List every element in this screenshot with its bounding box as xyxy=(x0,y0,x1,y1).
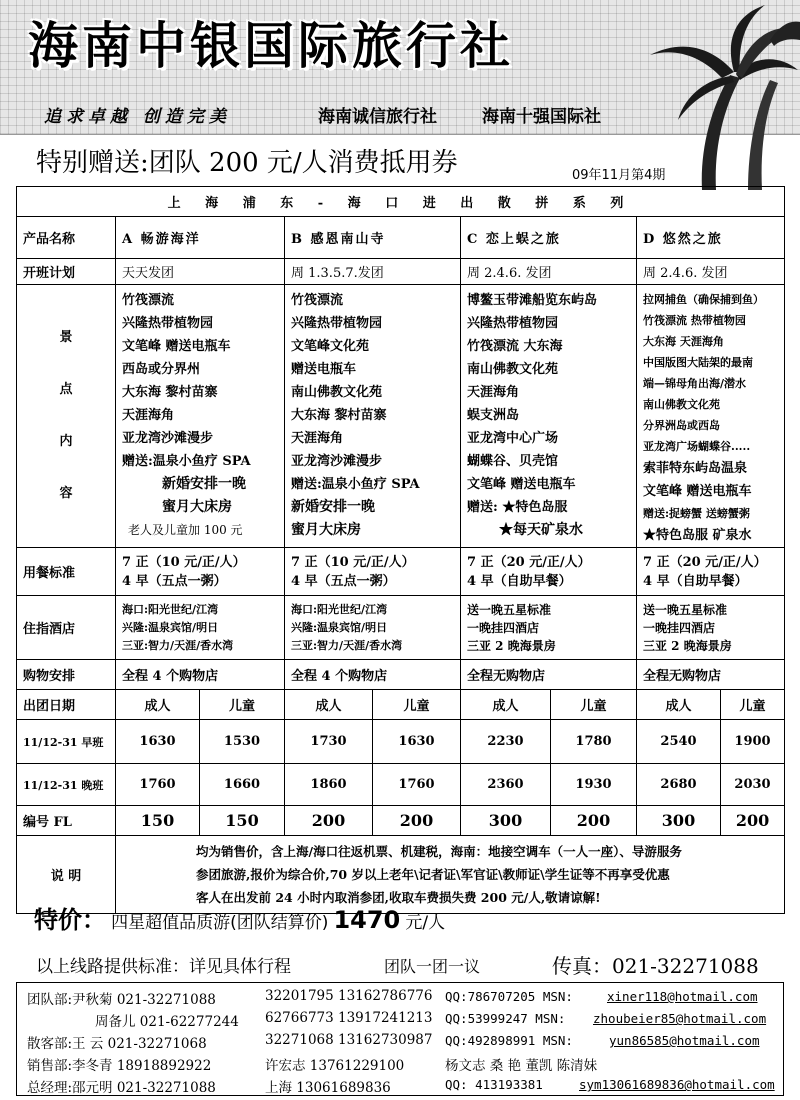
scenic-item: ★特色岛服 矿泉水 xyxy=(643,528,752,543)
code-cell: 200 xyxy=(721,806,785,836)
scenic-item: 天涯海角 xyxy=(291,431,344,446)
code-cell: 150 xyxy=(200,806,285,836)
row-label: 产品名称 xyxy=(17,217,116,259)
special-desc: 四星超值品质游(团队结算价) xyxy=(111,913,329,933)
scenic-item: 文笔峰 赠送电瓶车 xyxy=(643,484,752,499)
child-header: 儿童 xyxy=(200,690,285,720)
contact-phone: 62766773 13917241213 xyxy=(265,1010,433,1026)
price-cell: 2030 xyxy=(721,764,785,806)
hotel-line: 三亚:智力/天涯/香水湾 xyxy=(122,638,234,652)
scenic-item: 蜈支洲岛 xyxy=(467,408,520,423)
scenic-item: 蜜月大床房 xyxy=(291,522,361,538)
hotel-line: 兴隆:温泉宾馆/明日 xyxy=(122,620,219,634)
contact-qq: QQ:786707205 MSN: xyxy=(445,989,573,1004)
product-row xyxy=(17,217,785,259)
meal-line: 4 早（五点一粥） xyxy=(291,573,396,589)
scenic-list-a xyxy=(116,285,285,548)
row-label: 11/12-31 早班 xyxy=(17,720,116,764)
contact-email[interactable]: xiner118@hotmail.com xyxy=(607,989,758,1004)
meal-cell xyxy=(285,548,461,596)
hotel-cell xyxy=(461,596,637,660)
hotel-line: 一晚挂四酒店 xyxy=(467,620,540,635)
scenic-row xyxy=(17,285,785,548)
row-label: 购物安排 xyxy=(17,660,116,690)
scenic-item: 南山佛教文化苑 xyxy=(643,398,720,411)
row-label: 出团日期 xyxy=(17,690,116,720)
partner-name: 海南诚信旅行社 xyxy=(318,107,437,127)
contact-name: 周备儿 021-62277244 xyxy=(95,1014,239,1030)
scenic-item: 赠送:温泉小鱼疗 SPA xyxy=(122,454,251,469)
code-cell: 200 xyxy=(285,806,373,836)
hotel-cell xyxy=(285,596,461,660)
scenic-item: 拉网捕鱼（确保捕到鱼） xyxy=(643,293,764,306)
meal-line: 7 正（20 元/正/人） xyxy=(467,554,591,570)
hotel-line: 三亚 2 晚海景房 xyxy=(643,638,732,653)
scenic-item: 亚龙湾广场蝴蝶谷..... xyxy=(643,440,751,453)
hotel-cell xyxy=(116,596,285,660)
group-text: 团队一团一议 xyxy=(384,957,481,976)
scenic-item: 文笔峰文化苑 xyxy=(291,339,370,354)
departure-header-row xyxy=(17,690,785,720)
contact-phone: 上海 13061689836 xyxy=(265,1080,391,1096)
hotel-line: 三亚 2 晚海景房 xyxy=(467,638,556,653)
row-label: 开班计划 xyxy=(17,259,116,285)
scenic-item: 亚龙湾沙滩漫步 xyxy=(122,431,214,446)
contact-qq: QQ: 413193381 xyxy=(445,1077,543,1092)
adult-header: 成人 xyxy=(116,690,200,720)
schedule-cell: 周 1.3.5.7.发团 xyxy=(285,259,461,285)
hotel-line: 一晚挂四酒店 xyxy=(643,620,716,635)
slogan: 追求卓越 创造完美 xyxy=(44,107,231,127)
code-cell: 300 xyxy=(637,806,721,836)
row-label: 住指酒店 xyxy=(17,596,116,660)
shopping-row xyxy=(17,660,785,690)
scenic-item: 赠送: ★特色岛服 xyxy=(467,500,568,515)
scenic-list-c xyxy=(461,285,637,548)
adult-header: 成人 xyxy=(285,690,373,720)
scenic-item: 赠送:温泉小鱼疗 SPA xyxy=(291,477,420,492)
hotel-line: 送一晚五星标准 xyxy=(643,602,728,617)
price-cell: 2230 xyxy=(461,720,551,764)
contact-panel xyxy=(16,982,784,1096)
row-label: 编号 FL xyxy=(17,806,116,836)
meal-line: 7 正（20 元/正/人） xyxy=(643,554,767,570)
price-cell: 2360 xyxy=(461,764,551,806)
scenic-list-d xyxy=(637,285,785,548)
price-cell: 1900 xyxy=(721,720,785,764)
scenic-item: 赠送:捉螃蟹 送螃蟹粥 xyxy=(643,507,750,520)
scenic-list-b xyxy=(285,285,461,548)
price-cell: 1660 xyxy=(200,764,285,806)
scenic-note: 老人及儿童加 100 元 xyxy=(128,523,243,537)
late-price-row xyxy=(17,764,785,806)
row-label: 说 明 xyxy=(17,836,116,914)
product-name: A 畅游海洋 xyxy=(116,217,285,259)
schedule-row xyxy=(17,259,785,285)
hotel-line: 海口:阳光世纪/江湾 xyxy=(291,602,388,616)
shopping-cell: 全程 4 个购物店 xyxy=(116,660,285,690)
scenic-item: 亚龙湾沙滩漫步 xyxy=(291,454,383,469)
contact-email[interactable]: yun86585@hotmail.com xyxy=(609,1033,760,1048)
contact-email[interactable]: sym13061689836@hotmail.com xyxy=(579,1077,775,1092)
scenic-item: 端—锦母角出海/潜水 xyxy=(643,377,747,390)
code-cell: 200 xyxy=(551,806,637,836)
special-colon: ： xyxy=(82,905,106,934)
product-name: B 感恩南山寺 xyxy=(285,217,461,259)
scenic-item: 南山佛教文化苑 xyxy=(467,362,559,377)
meal-line: 7 正（10 元/正/人） xyxy=(122,554,246,570)
scenic-item: ★每天矿泉水 xyxy=(499,522,583,538)
brand-title: 海南中银国际旅行社 xyxy=(28,17,514,75)
price-cell: 1760 xyxy=(116,764,200,806)
price-cell: 1530 xyxy=(200,720,285,764)
note-line: 参团旅游,报价为综合价,70 岁以上老年\记者证\军官证\教师证\学生证等不再享受优惠 xyxy=(196,867,670,882)
special-amount: 1470 xyxy=(333,906,401,934)
contact-phone: 许宏志 13761229100 xyxy=(265,1058,405,1074)
hotel-line: 送一晚五星标准 xyxy=(467,602,552,617)
row-label: 用餐标准 xyxy=(17,548,116,596)
product-name: C 恋上蜈之旅 xyxy=(461,217,637,259)
standard-text: 以上线路提供标准：详见具体行程 xyxy=(36,957,291,977)
price-cell: 1730 xyxy=(285,720,373,764)
meal-line: 7 正（10 元/正/人） xyxy=(291,554,415,570)
scenic-item: 西岛或分界州 xyxy=(122,362,201,377)
adult-header: 成人 xyxy=(637,690,721,720)
scenic-item: 竹筏漂流 xyxy=(122,293,175,308)
scenic-item: 亚龙湾中心广场 xyxy=(467,431,559,446)
scenic-label-char: 内 xyxy=(59,434,73,449)
promo-banner: 特别赠送:团队 200 元/人消费抵用券 xyxy=(36,148,458,178)
contact-names: 杨文志 桑 艳 董凯 陈清妹 xyxy=(445,1058,598,1074)
scenic-label-char: 点 xyxy=(59,382,73,397)
scenic-item: 博鳌玉带滩船览东屿岛 xyxy=(467,293,598,308)
special-unit: 元/人 xyxy=(405,913,446,933)
meal-cell xyxy=(461,548,637,596)
scenic-item: 新婚安排一晚 xyxy=(291,499,375,515)
scenic-item: 分界洲岛或西岛 xyxy=(643,419,720,432)
schedule-cell: 天天发团 xyxy=(116,259,285,285)
contact-phone: 32201795 13162786776 xyxy=(265,988,433,1004)
fax-number: 传真：021-32271088 xyxy=(552,954,759,978)
hotel-line: 三亚:智力/天涯/香水湾 xyxy=(291,638,403,652)
series-title-row xyxy=(17,187,785,217)
child-header: 儿童 xyxy=(551,690,637,720)
contact-name: 总经理:邵元明 021-32271088 xyxy=(27,1080,216,1096)
note-line: 均为销售价，含上海/海口往返机票、机建税，海南：地接空调车（一人一座）、导游服务 xyxy=(196,844,682,859)
hotel-line: 海口:阳光世纪/江湾 xyxy=(122,602,219,616)
code-cell: 200 xyxy=(373,806,461,836)
price-cell: 1930 xyxy=(551,764,637,806)
price-cell: 1760 xyxy=(373,764,461,806)
series-title: 上 海 浦 东 - 海 口 进 出 散 拼 系 列 xyxy=(17,187,785,217)
meal-row xyxy=(17,548,785,596)
code-cell: 300 xyxy=(461,806,551,836)
meal-cell xyxy=(637,548,785,596)
scenic-item: 文笔峰 赠送电瓶车 xyxy=(122,339,231,354)
shopping-cell: 全程无购物店 xyxy=(637,660,785,690)
code-row xyxy=(17,806,785,836)
scenic-item: 文笔峰 赠送电瓶车 xyxy=(467,477,576,492)
scenic-item: 中国版图大陆架的最南 xyxy=(643,356,753,369)
shopping-cell: 全程 4 个购物店 xyxy=(285,660,461,690)
scenic-item: 竹筏漂流 大东海 xyxy=(467,339,563,354)
scenic-item: 新婚安排一晚 xyxy=(162,476,246,492)
code-cell: 150 xyxy=(116,806,200,836)
special-offer xyxy=(34,900,445,935)
hotel-cell xyxy=(637,596,785,660)
contact-qq: QQ:53999247 MSN: xyxy=(445,1011,566,1026)
hotel-line: 兴隆:温泉宾馆/明日 xyxy=(291,620,388,634)
scenic-item: 兴隆热带植物园 xyxy=(291,316,383,331)
scenic-item: 蜜月大床房 xyxy=(162,499,232,515)
row-label xyxy=(17,285,116,548)
price-cell: 2680 xyxy=(637,764,721,806)
schedule-cell: 周 2.4.6. 发团 xyxy=(461,259,637,285)
adult-header: 成人 xyxy=(461,690,551,720)
scenic-item: 天涯海角 xyxy=(122,408,175,423)
contact-name: 销售部:李冬青 18918892922 xyxy=(27,1058,212,1074)
contact-phone: 32271068 13162730987 xyxy=(265,1032,433,1048)
scenic-item: 大东海 黎村苗寨 xyxy=(291,408,387,423)
schedule-cell: 周 2.4.6. 发团 xyxy=(637,259,785,285)
scenic-item: 竹筏漂流 热带植物园 xyxy=(643,314,746,327)
palm-tree-icon xyxy=(630,0,800,190)
meal-line: 4 早（自助早餐） xyxy=(467,573,572,589)
hotel-row xyxy=(17,596,785,660)
scenic-item: 竹筏漂流 xyxy=(291,293,344,308)
product-name: D 悠然之旅 xyxy=(637,217,785,259)
row-label: 11/12-31 晚班 xyxy=(17,764,116,806)
scenic-item: 兴隆热带植物园 xyxy=(122,316,214,331)
meal-line: 4 早（自助早餐） xyxy=(643,573,748,589)
scenic-item: 天涯海角 xyxy=(467,385,520,400)
note-line: 客人在出发前 24 小时内取消参团,收取车费损失费 200 元/人,敬请谅解! xyxy=(196,890,601,905)
contact-name: 散客部:王 云 021-32271068 xyxy=(27,1036,207,1052)
meal-cell xyxy=(116,548,285,596)
meal-line: 4 早（五点一粥） xyxy=(122,573,227,589)
scenic-item: 蝴蝶谷、贝壳馆 xyxy=(467,454,559,469)
scenic-item: 南山佛教文化苑 xyxy=(291,385,383,400)
shopping-cell: 全程无购物店 xyxy=(461,660,637,690)
scenic-item: 大东海 黎村苗寨 xyxy=(122,385,218,400)
itinerary-table xyxy=(16,186,785,914)
partner-name: 海南十强国际社 xyxy=(482,107,601,127)
price-cell: 1630 xyxy=(373,720,461,764)
contact-email[interactable]: zhoubeier85@hotmail.com xyxy=(593,1011,767,1026)
early-price-row xyxy=(17,720,785,764)
special-label: 特价 xyxy=(34,905,82,934)
price-cell: 1780 xyxy=(551,720,637,764)
scenic-item: 兴隆热带植物园 xyxy=(467,316,559,331)
scenic-label-char: 容 xyxy=(59,486,73,501)
child-header: 儿童 xyxy=(721,690,785,720)
price-cell: 2540 xyxy=(637,720,721,764)
contact-qq: QQ:492898991 MSN: xyxy=(445,1033,573,1048)
child-header: 儿童 xyxy=(373,690,461,720)
price-cell: 1630 xyxy=(116,720,200,764)
contact-name: 团队部:尹秋菊 021-32271088 xyxy=(27,992,216,1008)
scenic-label-char: 景 xyxy=(59,330,73,345)
scenic-item: 赠送电瓶车 xyxy=(291,362,357,377)
price-cell: 1860 xyxy=(285,764,373,806)
issue-number: 09年11月第4期 xyxy=(572,168,666,183)
scenic-item: 索菲特东屿岛温泉 xyxy=(643,461,748,476)
scenic-item: 大东海 天涯海角 xyxy=(643,335,724,348)
